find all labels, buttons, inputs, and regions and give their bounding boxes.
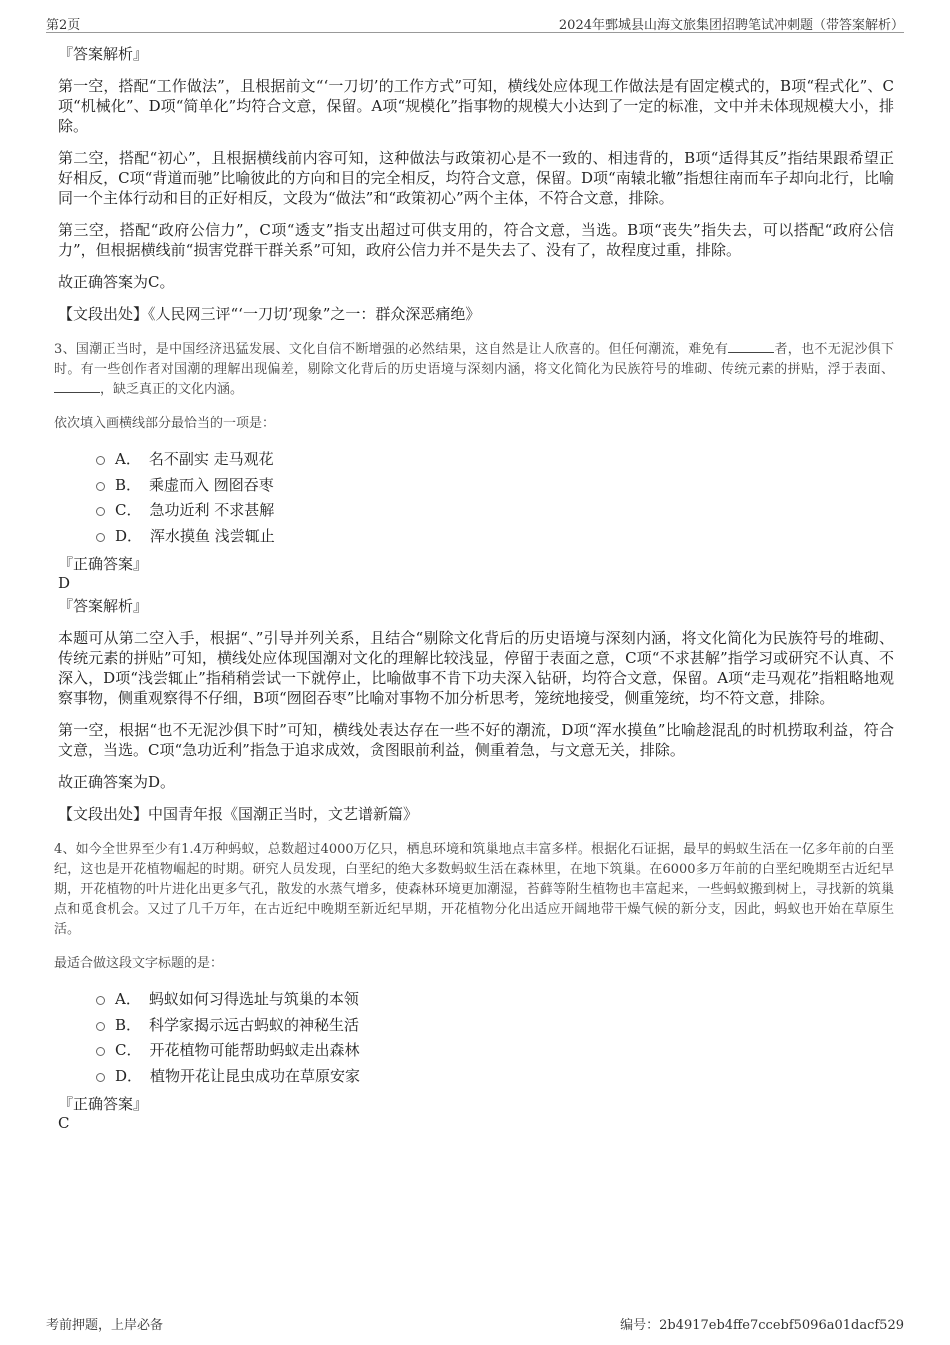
analysis-paragraph: 第二空，搭配“初心”，且根据横线前内容可知，这种做法与政策初心是不一致的、相违背的，B项“适得其反”指结果跟希望正好相反，C项“背道而驰”比喻彼此的方向和目的完全相反，均符合文意，保留。D项“南辕北辙”指想往南而车子却向北行，比喻同一个主体行动和目的正好相反，文段为“做法”和“政策初心”两个主体，不符合文意，排除。: [58, 149, 894, 207]
option-d[interactable]: D． 浑水摸鱼 浅尝辄止: [96, 523, 894, 549]
page-footer: [46, 1312, 904, 1332]
question-3-prompt: 依次填入画横线部分最恰当的一项是：: [54, 416, 276, 431]
radio-icon[interactable]: [96, 1022, 105, 1031]
correct-answer: C: [58, 1114, 70, 1132]
question-4-text: 4、如今全世界至少有1.4万种蚂蚁，总数超过4000万亿只，栖息环境和筑巢地点丰富多样。根据化石证据，最早的蚂蚁生活在一亿多年前的白垩纪，这也是开花植物崛起的时期。研究人员发现，白垩纪的绝大多数蚂蚁生活在森林里，在地下筑巢。在6000多万年前的白垩纪晚期至古近纪早期，开花植物的叶片进化出更多气孔，散发的水蒸气增多，使森林环境更加潮湿，苔藓等附生植物也丰富起来，一些蚂蚁搬到树上，寻找新的筑巢点和觅食机会。又过了几千万年，在古近纪中晚期至新近纪早期，开花植物分化出适应开阔地带干燥气候的新分支，因此，蚂蚁也开始在草原生活。: [54, 842, 894, 937]
radio-icon[interactable]: [96, 482, 105, 491]
question-4-prompt: 最适合做这段文字标题的是：: [54, 956, 224, 971]
correct-answer-label: 『正确答案』: [58, 1095, 149, 1113]
correct-answer-label: 『正确答案』: [58, 555, 149, 573]
conclusion-paragraph: 故正确答案为C。: [58, 273, 175, 291]
radio-icon[interactable]: [96, 996, 105, 1005]
radio-icon[interactable]: [96, 1047, 105, 1056]
analysis-paragraph: 第三空，搭配“政府公信力”，C项“透支”指支出超过可供支用的，符合文意，当选。B项“丧失”指失去，可以搭配“政府公信力”，但根据横线前“损害党群干群关系”可知，政府公信力并不是失去了、没有了，故程度过重，排除。: [58, 221, 894, 259]
source-citation: 【文段出处】《人民网三评“‘一刀切’现象”之一：群众深恶痛绝》: [58, 305, 481, 323]
radio-icon[interactable]: [96, 456, 105, 465]
correct-answer: D: [58, 574, 71, 592]
option-c[interactable]: C． 开花植物可能帮助蚂蚁走出森林: [96, 1037, 894, 1063]
option-a[interactable]: A． 蚂蚁如何习得选址与筑巢的本领: [96, 986, 894, 1012]
analysis-paragraph: 第一空，搭配“工作做法”，且根据前文“‘一刀切’的工作方式”可知，横线处应体现工作做法是有固定模式的，B项“程式化”、C项“机械化”、D项“简单化”均符合文意，保留。A项“规模化”指事物的规模大小达到了一定的标准，文中并未体现规模大小，排除。: [58, 77, 894, 135]
page-header: [46, 12, 904, 33]
analysis-label: 『答案解析』: [58, 597, 149, 615]
analysis-paragraph: 本题可从第二空入手，根据“、”引导并列关系，且结合“剔除文化背后的历史语境与深刻内涵，将文化简化为民族符号的堆砌、传统元素的拼贴”可知，横线处应体现国潮对文化的理解比较浅显，停留于表面之意，C项“不求甚解”指学习或研究不认真、不深入，D项“浅尝辄止”指稍稍尝试一下就停止，比喻做事不肯下功夫深入钻研，均符合文意，保留。A项“走马观花”指粗略地观察事物，侧重观察得不仔细，B项“囫囵吞枣”比喻对事物不加分析思考，笼统地接受，侧重笼统，均不符文意，排除。: [58, 629, 894, 707]
document-id: 编号：2b4917eb4ffe7ccebf5096a01dacf529: [620, 1318, 904, 1333]
page-number: 第2页: [46, 18, 81, 33]
analysis-label: 『答案解析』: [58, 45, 149, 63]
question-3-options: [96, 446, 894, 548]
fill-blank: [728, 340, 774, 353]
document-title: 2024年鄄城县山海文旅集团招聘笔试冲刺题（带答案解析）: [558, 18, 904, 33]
source-citation: 【文段出处】中国青年报《国潮正当时，文艺谱新篇》: [58, 805, 419, 823]
question-3-text: 3、国潮正当时，是中国经济迅猛发展、文化自信不断增强的必然结果，这自然是让人欣喜的。但任何潮流，难免有 者，也不无泥沙俱下时。有一些创作者对国潮的理解出现偏差，剔除文化背后的历史语境与深刻内涵，将文化简化为民族符号的堆砌、传统元素的拼贴，浮于表面、，缺乏真正的文化内涵。: [54, 342, 894, 397]
analysis-paragraph: 第一空，根据“也不无泥沙俱下时”可知，横线处表达存在一些不好的潮流，D项“浑水摸鱼”比喻趁混乱的时机捞取利益，符合文意，当选。C项“急功近利”指急于追求成效，贪图眼前利益，侧重着急，与文意无关，排除。: [58, 721, 894, 759]
footer-slogan: 考前押题，上岸必备: [46, 1318, 164, 1333]
page-content: [54, 44, 894, 1136]
option-b[interactable]: B． 科学家揭示远古蚂蚁的神秘生活: [96, 1012, 894, 1038]
question-4-options: [96, 986, 894, 1088]
fill-blank: [54, 380, 100, 393]
radio-icon[interactable]: [96, 507, 105, 516]
option-b[interactable]: B． 乘虚而入 囫囵吞枣: [96, 472, 894, 498]
conclusion-paragraph: 故正确答案为D。: [58, 773, 176, 791]
radio-icon[interactable]: [96, 1073, 105, 1082]
option-c[interactable]: C． 急功近利 不求甚解: [96, 497, 894, 523]
option-a[interactable]: A． 名不副实 走马观花: [96, 446, 894, 472]
radio-icon[interactable]: [96, 533, 105, 542]
option-d[interactable]: D． 植物开花让昆虫成功在草原安家: [96, 1063, 894, 1089]
